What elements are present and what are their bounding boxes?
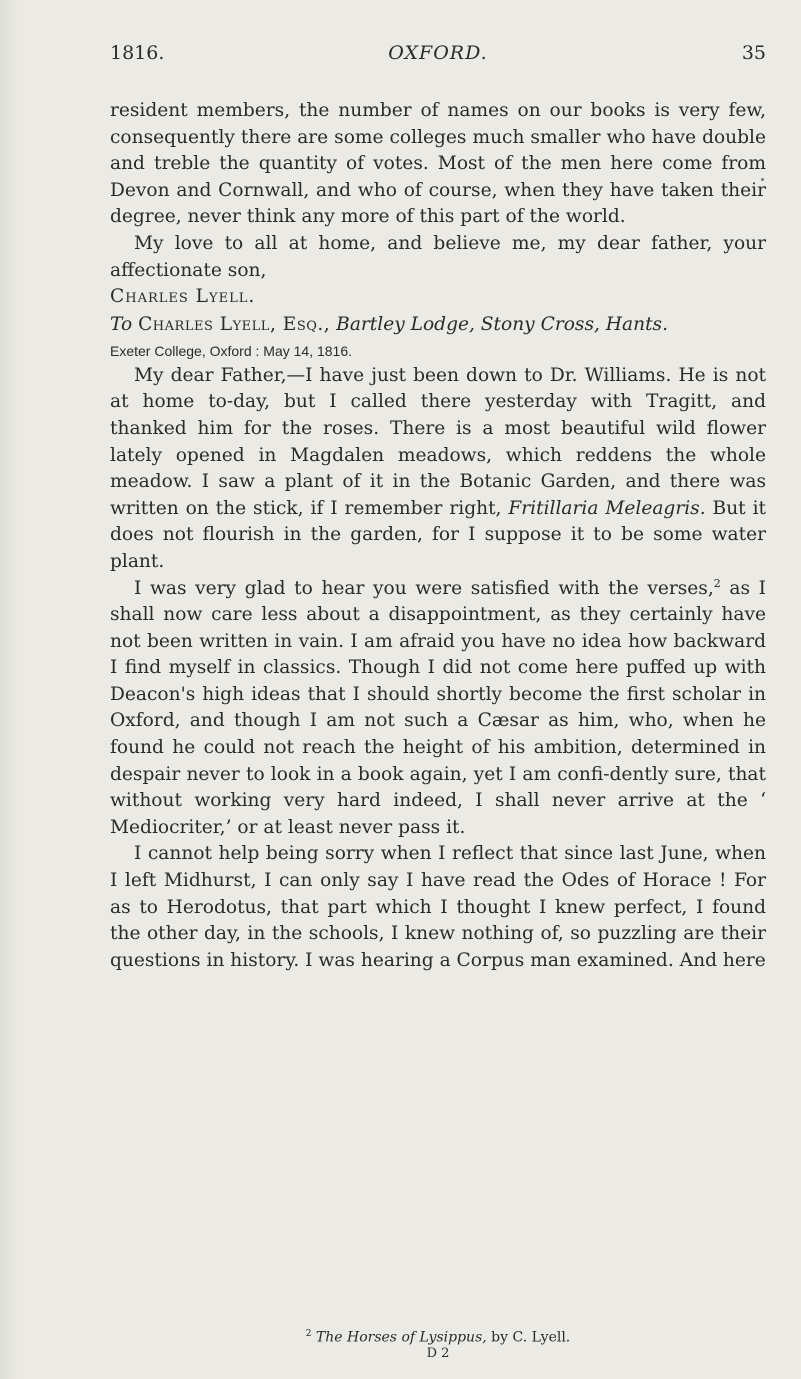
footnote-ref: 2 <box>713 576 721 590</box>
address-to: To <box>110 313 133 335</box>
paragraph-4-a: I was very glad to hear you were satisfied with the verses, <box>134 577 714 599</box>
signature: Charles Lyell. <box>110 286 256 308</box>
paragraph-3-b: But it does not flourish in the garden, for I suppose it to be some water plant. <box>110 497 766 572</box>
address-place: Bartley Lodge, Stony Cross, Hants. <box>336 313 669 335</box>
paragraph-3 <box>110 363 766 576</box>
plant-name: Fritillaria Meleagris. <box>508 497 706 519</box>
paragraph-5: I cannot help being sorry when I reflect that since last June, when I left Midhurst, I can only say I have read the Odes of Horace ! For as to Herodotus, that part which I thought I knew perfect, I found the other day, in the schools, I knew nothing of, so puzzling are their questions in history. I was hearing a Corpus man examined. And here <box>110 843 766 971</box>
paragraph-3-a: My dear Father,—I have just been down to Dr. Williams. He is not at home to-day, but I called there yesterday with Tragitt, and thanked him for the roses. There is a most beautiful wild flower lately opened in Magdalen meadows, which reddens the whole meadow. I saw a plant of it in the Botanic Garden, and there was written on the stick, if I remember right, <box>110 364 766 519</box>
header-year: 1816. <box>110 42 165 64</box>
footnote-title: The Horses of Lysippus, <box>315 1329 487 1346</box>
page-number: 35 <box>741 42 766 64</box>
paragraph-4-b: as I shall now care less about a disappointment, as they certainly have not been written in vain. I am afraid you have no idea how backward I find myself in classics. Though I did not come here puffed up with Deacon's high ideas that I should shortly become the first scholar in Oxford, and though I am not such a Cæsar as him, who, when he found he could not reach the height of his ambition, determined in despair never to look in a book again, yet I am confi-dently sure, that without working very hard indeed, I shall never arrive at the ‘ Mediocriter,’ or at least never pass it. <box>110 577 766 838</box>
paragraph-4 <box>110 576 766 842</box>
letter-address <box>110 311 766 339</box>
paragraph-2: My love to all at home, and believe me, my dear father, your affectionate son, <box>110 232 766 281</box>
footnote <box>110 1324 766 1348</box>
footnote-mark: 2 <box>305 1329 312 1339</box>
address-name: Charles Lyell, Esq., <box>138 313 331 335</box>
footnote-rest: by C. Lyell. <box>491 1329 571 1346</box>
running-header <box>110 42 766 72</box>
signature-mark: D 2 <box>426 1346 450 1361</box>
dateline: Exeter College, Oxford : May 14, 1816. <box>110 342 353 359</box>
header-title: OXFORD. <box>388 42 488 64</box>
page-body <box>110 98 766 974</box>
paragraph-1: resident members, the number of names on our books is very few, consequently there are some colleges much smaller who have double and treble the quantity of votes. Most of the men here come from Devon and Cornwall, and who of course, when they have taken their degree, never think any more of this part of the world. <box>110 100 766 228</box>
